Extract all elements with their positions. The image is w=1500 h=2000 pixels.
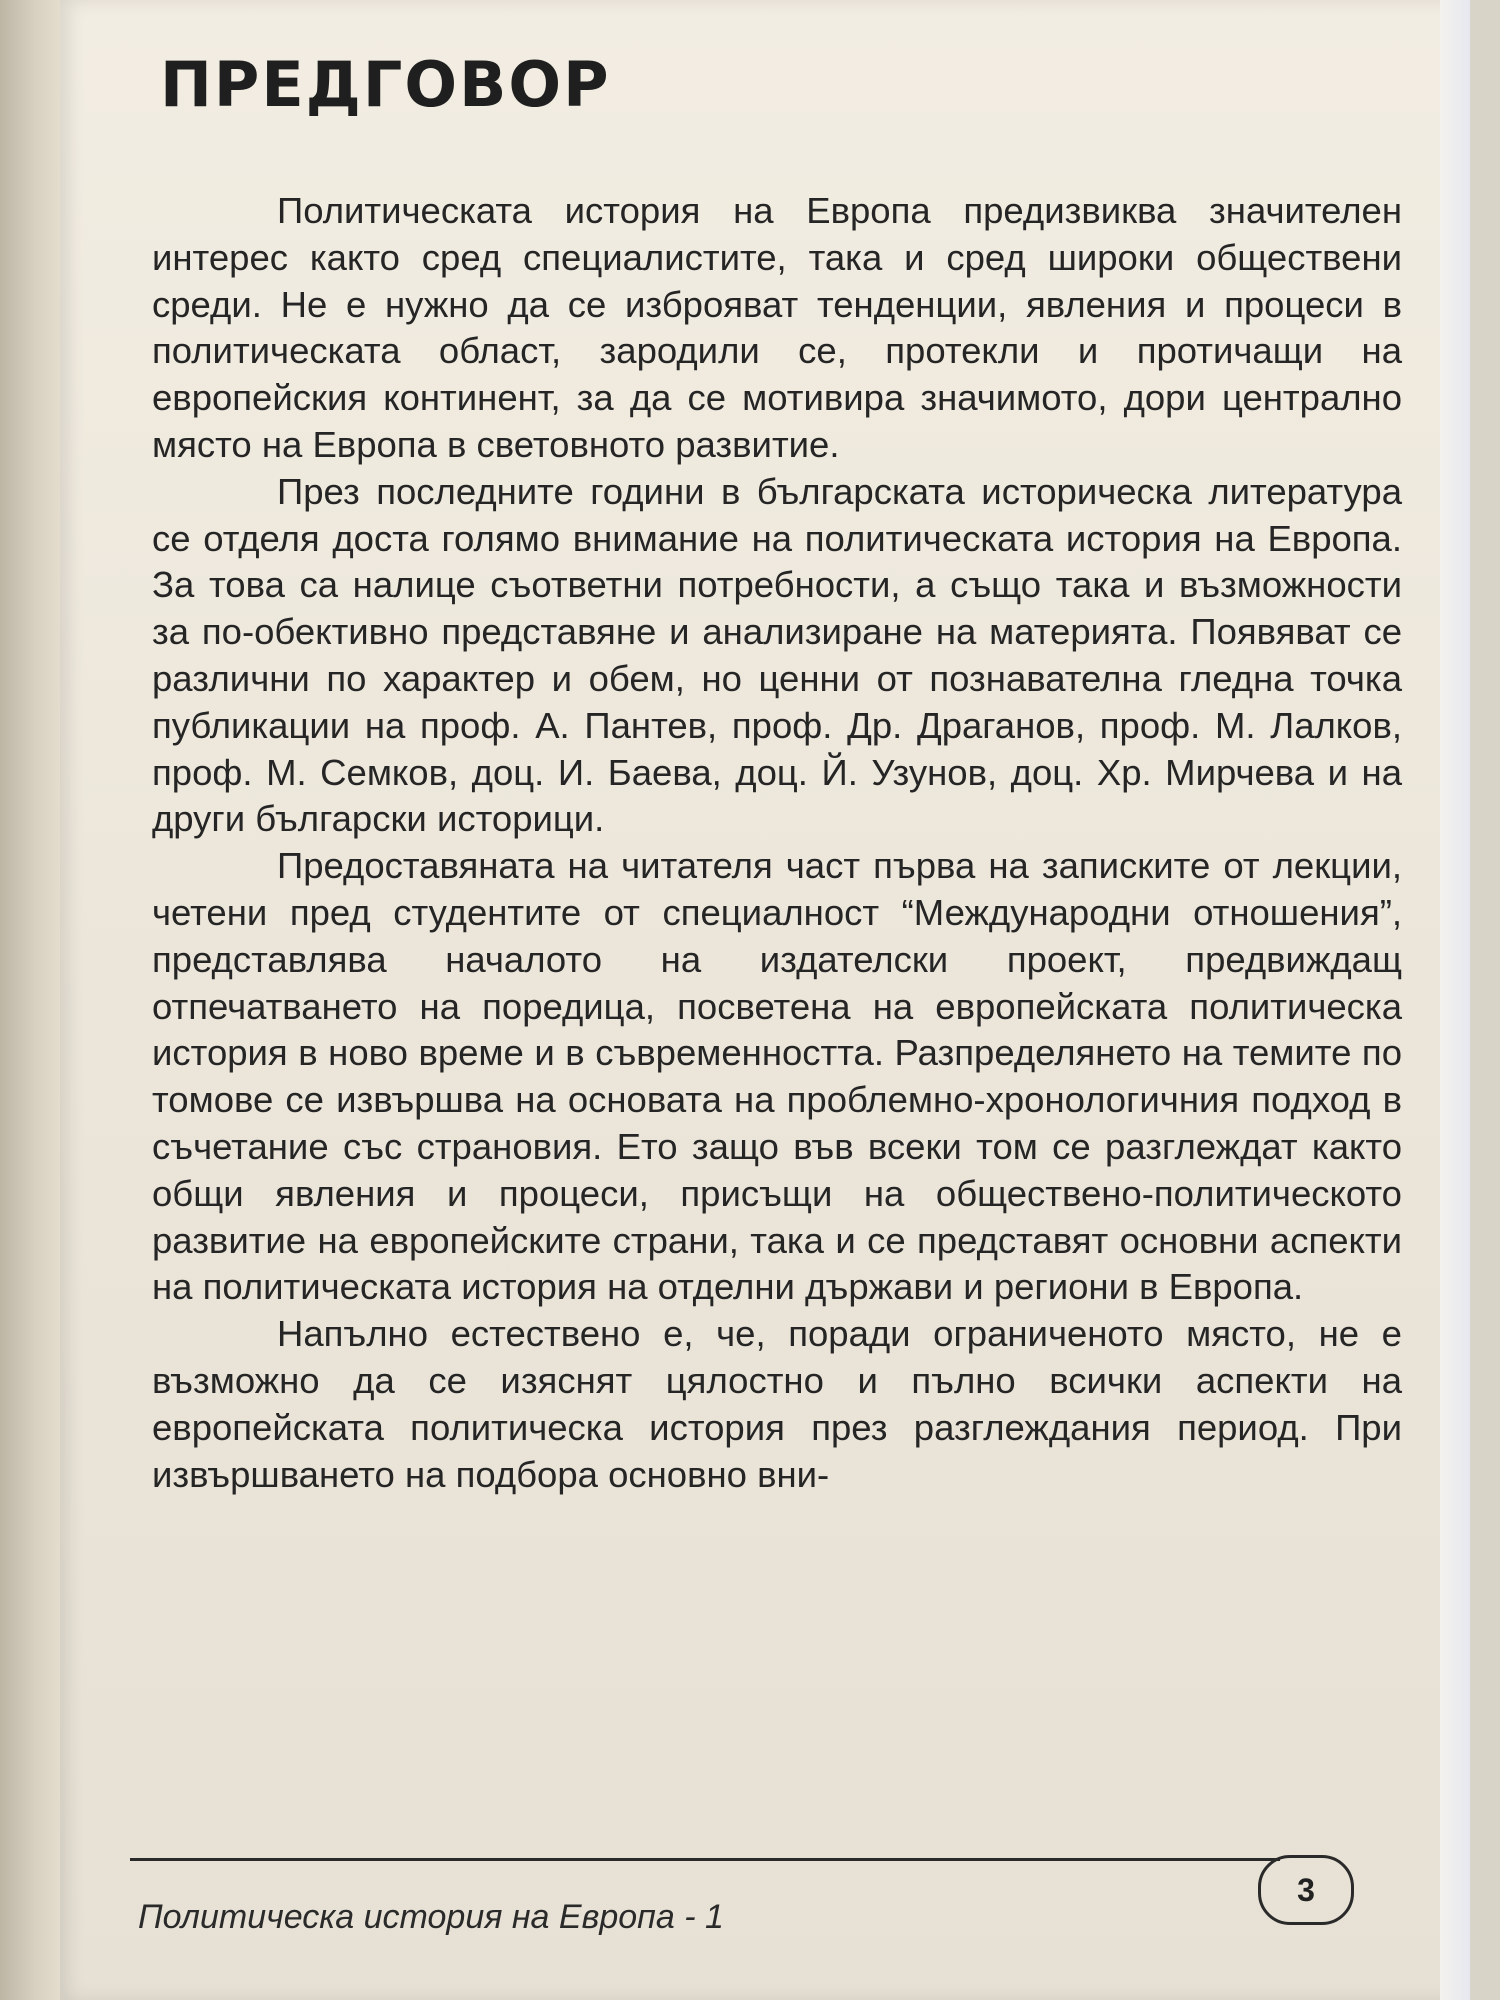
paragraph-2: През последните години в българската историческа литература се отделя доста голямо внимание на политическата история на Европа. За това са налице съответни потребности, а също така и възможности за по-обективно представяне и анализиране на материята. Появяват се различни по характер и обем, но ценни от познавателна гледна точка публикации на проф. А. Пантев, проф. Др. Драганов, проф. М. Лалков, проф. М. Семков, доц. И. Баева, доц. Й. Узунов, доц. Хр. Мирчева и на други български историци. bbox=[152, 470, 1402, 840]
chapter-heading: ПРЕДГОВОР bbox=[160, 48, 611, 121]
paragraph-3: Предоставяната на читателя част първа на записките от лекции, четени пред студентите от специалност “Международни отношения”, представлява началото на издателски проект, предвиждащ отпечатването на поредица, посветена на европейската политическа история в ново време и в съвременността. Разпределянето на темите по томове се извършва на основата на проблемно-хронологичния подход в съчетание със страновия. Ето защо във всеки том се разглеждат както общи явления и процеси, присъщи на обществено-политическото развитие на европейските страни, така и се представят основни аспекти на политическата история на отделни държави и региони в Европа. bbox=[152, 845, 1402, 1308]
footer-rule bbox=[130, 1858, 1280, 1861]
book-spine-shadow bbox=[0, 0, 60, 2000]
body-text bbox=[152, 188, 1402, 1498]
page-number-badge: 3 bbox=[1258, 1855, 1354, 1925]
paragraph-1: Политическата история на Европа предизвиква значителен интерес както сред специалистите, така и сред широки обществени среди. Не е нужно да се изброяват тенденции, явления и процеси в политическата област, зародили се, протекли и протичащи на европейския континент, за да се мотивира значимото, дори централно място на Европа в световното развитие. bbox=[152, 190, 1402, 465]
book-page bbox=[60, 0, 1470, 2000]
page-edge bbox=[1440, 0, 1470, 2000]
running-footer-title: Политическа история на Европа - 1 bbox=[138, 1898, 724, 1936]
paragraph-4: Напълно естествено е, че, поради ограниченото място, не е възможно да се изяснят цялостно и пълно всички аспекти на европейската политическа история през разглеждания период. При извършването на подбора основно вни- bbox=[152, 1313, 1402, 1495]
